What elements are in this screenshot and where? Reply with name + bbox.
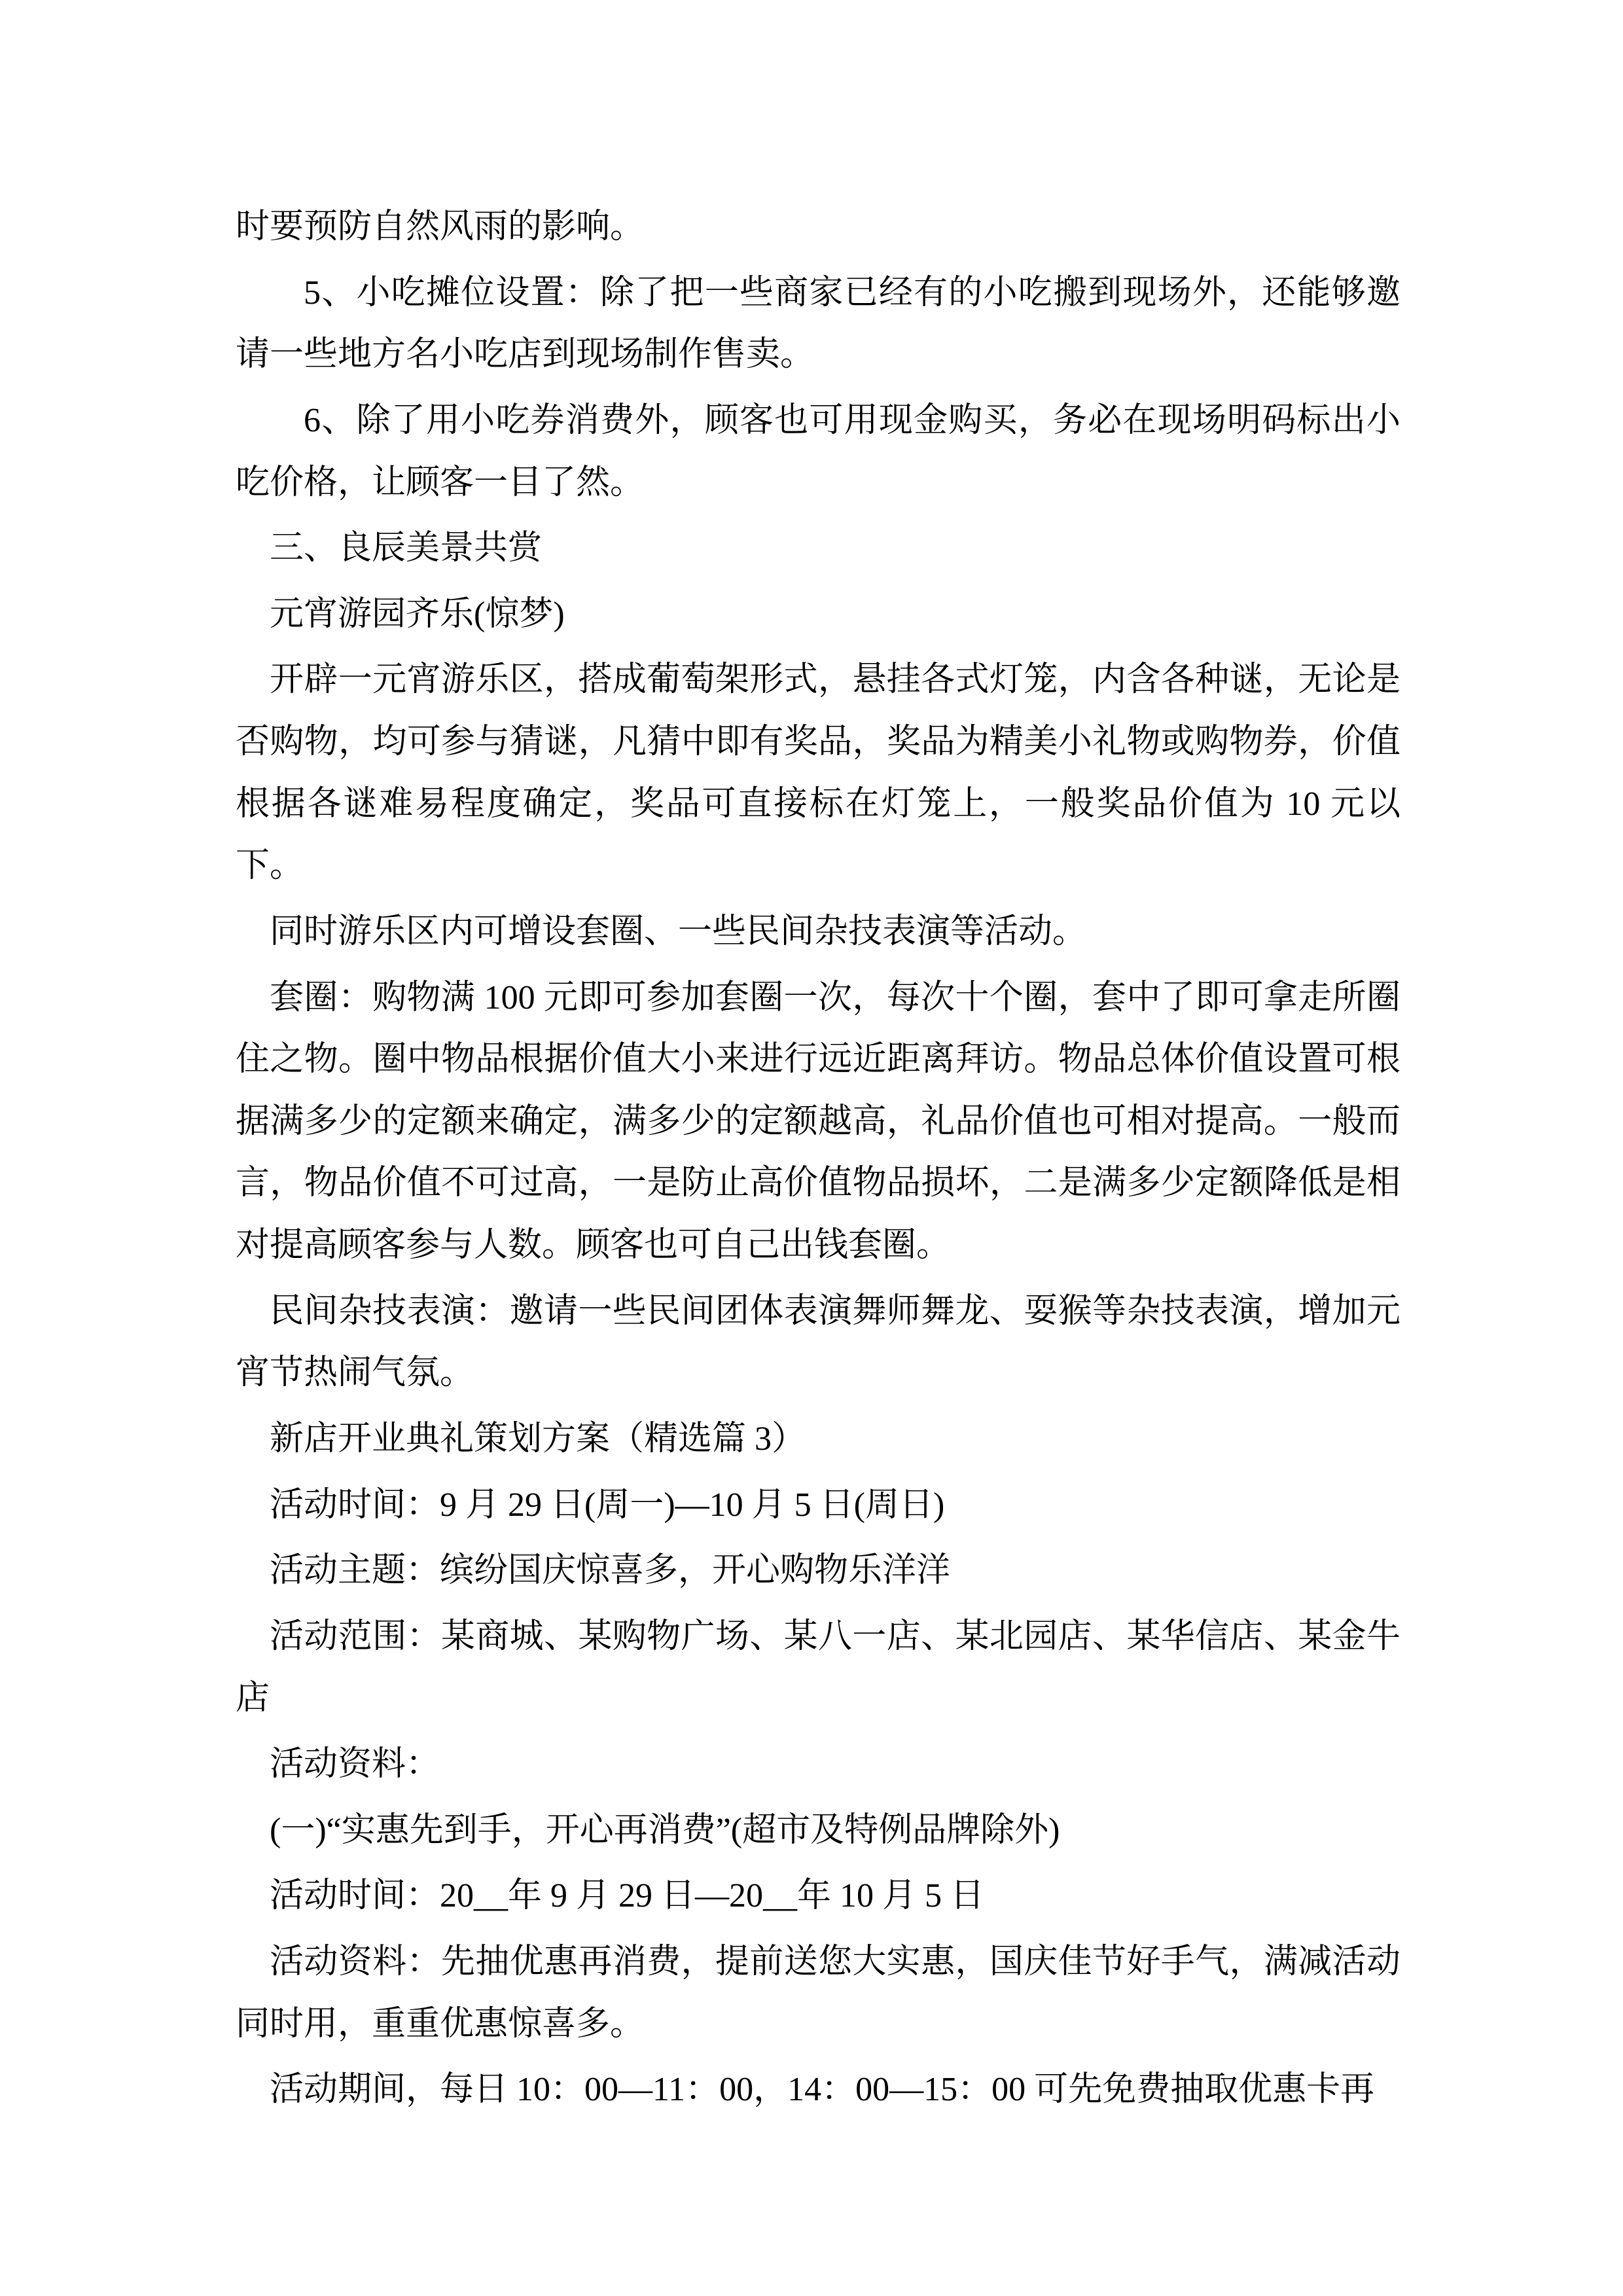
paragraph: 开辟一元宵游乐区，搭成葡萄架形式，悬挂各式灯笼，内含各种谜，无论是否购物，均可参与猜谜，凡猜中即有奖品，奖品为精美小礼物或购物券，价值根据各谜难易程度确定，奖品可直接标在灯笼上，一般奖品价值为 10 元以下。 [236, 661, 1400, 885]
paragraph: 民间杂技表演：邀请一些民间团体表演舞师舞龙、耍猴等杂技表演，增加元宵节热闹气氛。 [236, 1292, 1400, 1392]
paragraph: 活动时间：9 月 29 日(周一)—10 月 5 日(周日) [270, 1486, 945, 1524]
paragraph: 活动资料： [270, 1746, 440, 1783]
subsection-heading: 元宵游园齐乐(惊梦) [270, 595, 565, 633]
paragraph: 活动时间：20__年 9 月 29 日—20__年 10 月 5 日 [270, 1877, 985, 1915]
paragraph: (一)“实惠先到手，开心再消费”(超市及特例品牌除外) [270, 1811, 1060, 1849]
section-heading: 三、良辰美景共赏 [270, 529, 543, 567]
paragraph: 时要预防自然风雨的影响。 [236, 208, 645, 245]
paragraph: 活动主题：缤纷国庆惊喜多，开心购物乐洋洋 [270, 1552, 951, 1590]
paragraph: 6、除了用小吃券消费外，顾客也可用现金购买，务必在现场明码标出小吃价格，让顾客一目了然。 [236, 401, 1400, 501]
paragraph: 活动期间，每日 10：00—11：00，14：00—15：00 可先免费抽取优惠卡再 [270, 2071, 1375, 2109]
document-body [236, 196, 1400, 2121]
paragraph: 活动范围：某商城、某购物广场、某八一店、某北园店、某华信店、某金牛店 [236, 1617, 1400, 1717]
subsection-heading: 新店开业典礼策划方案（精选篇 3） [270, 1420, 806, 1458]
paragraph: 套圈：购物满 100 元即可参加套圈一次，每次十个圈，套中了即可拿走所圈住之物。圈中物品根据价值大小来进行远近距离拜访。物品总体价值设置可根据满多少的定额来确定，满多少的定额越高，礼品价值也可相对提高。一般而言，物品价值不可过高，一是防止高价值物品损坏，二是满多少定额降低是相对提高顾客参与人数。顾客也可自己出钱套圈。 [236, 978, 1400, 1264]
paragraph: 同时游乐区内可增设套圈、一些民间杂技表演等活动。 [270, 912, 1087, 950]
paragraph: 活动资料：先抽优惠再消费，提前送您大实惠，国庆佳节好手气，满减活动同时用，重重优惠惊喜多。 [236, 1943, 1400, 2043]
paragraph: 5、小吃摊位设置：除了把一些商家已经有的小吃搬到现场外，还能够邀请一些地方名小吃店到现场制作售卖。 [236, 274, 1400, 374]
